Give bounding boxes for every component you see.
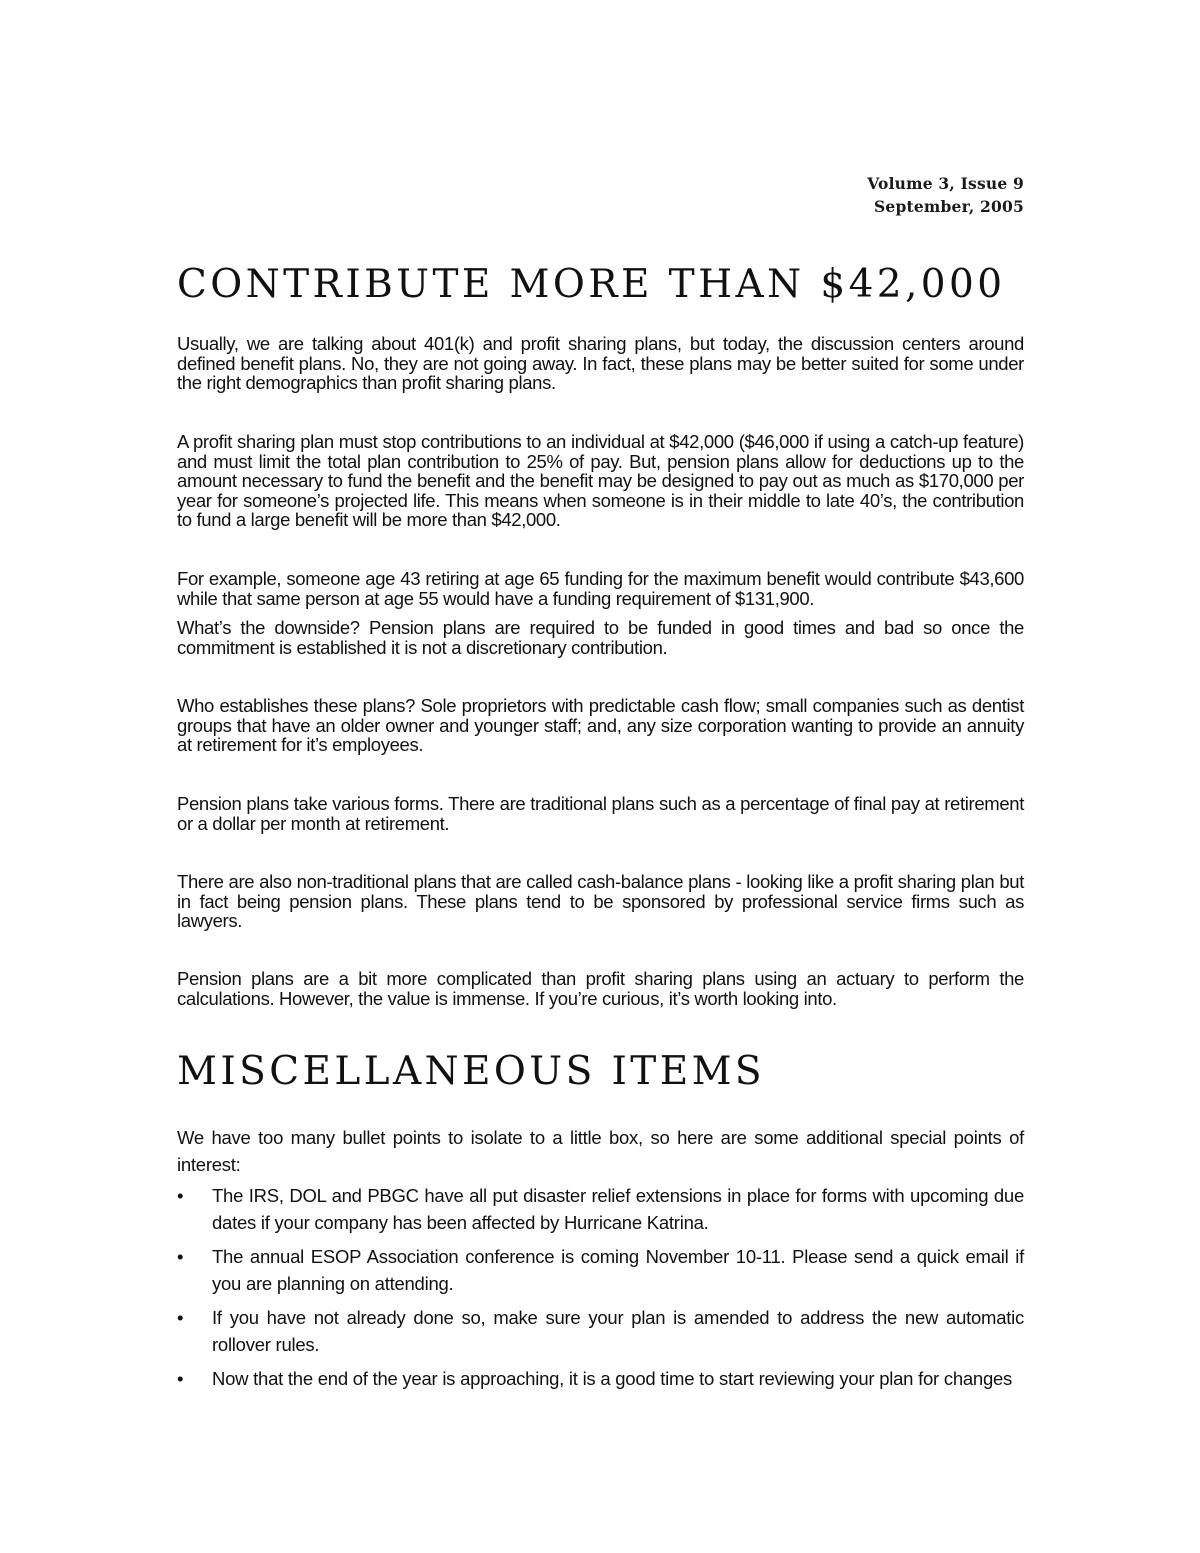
section-title-miscellaneous: MISCELLANEOUS ITEMS [177, 1049, 766, 1094]
bullet-icon: • [177, 1368, 184, 1389]
paragraph: For example, someone age 43 retiring at age 65 funding for the maximum benefit would contribute $43,600 while that same person at age 55 would have a funding requirement of $131,900. [177, 568, 1024, 609]
misc-intro: We have too many bullet points to isolate to a little box, so here are some additional special points of interest: [177, 1127, 1024, 1175]
list-item [177, 1305, 1024, 1358]
bullet-text: If you have not already done so, make sure your plan is amended to address the new automatic rollover rules. [212, 1307, 1024, 1355]
paragraph: Pension plans take various forms. There are traditional plans such as a percentage of final pay at retirement or a dollar per month at retirement. [177, 793, 1024, 834]
misc-bullet-list [177, 1183, 1024, 1401]
bullet-icon: • [177, 1185, 184, 1206]
list-item [177, 1183, 1024, 1236]
bullet-icon: • [177, 1307, 184, 1328]
paragraph: Pension plans are a bit more complicated than profit sharing plans using an actuary to perform the calculations. However, the value is immense. If you’re curious, it’s worth looking into. [177, 968, 1024, 1009]
paragraph: Who establishes these plans? Sole proprietors with predictable cash flow; small companies such as dentist groups that have an older owner and younger staff; and, any size corporation wanting to provide an annuity at retirement for it’s employees. [177, 695, 1024, 755]
bullet-icon: • [177, 1246, 184, 1267]
issue-date: September, 2005 [874, 197, 1024, 216]
bullet-text: The annual ESOP Association conference is coming November 10-11. Please send a quick email if you are planning on attending. [212, 1246, 1024, 1294]
section-title-contribute: CONTRIBUTE MORE THAN $42,000 [177, 262, 1006, 307]
list-item [177, 1366, 1024, 1393]
bullet-text: Now that the end of the year is approaching, it is a good time to start reviewing your plan for changes [212, 1368, 1013, 1389]
volume-issue: Volume 3, Issue 9 [867, 174, 1024, 193]
paragraph: There are also non-traditional plans that are called cash-balance plans - looking like a profit sharing plan but in fact being pension plans. These plans tend to be sponsored by professional service firms such as lawyers. [177, 871, 1024, 931]
list-item [177, 1244, 1024, 1297]
paragraph: What’s the downside? Pension plans are required to be funded in good times and bad so once the commitment is established it is not a discretionary contribution. [177, 617, 1024, 658]
paragraph: A profit sharing plan must stop contributions to an individual at $42,000 ($46,000 if using a catch-up feature) and must limit the total plan contribution to 25% of pay. But, pension plans allow for deductions up to the amount necessary to fund the benefit and the benefit may be designed to pay out as much as $170,000 per year for someone’s projected life. This means when someone is in their middle to late 40’s, the contribution to fund a large benefit will be more than $42,000. [177, 431, 1024, 530]
issue-info [867, 172, 1024, 218]
bullet-text: The IRS, DOL and PBGC have all put disaster relief extensions in place for forms with upcoming due dates if your company has been affected by Hurricane Katrina. [212, 1185, 1024, 1233]
paragraph: Usually, we are talking about 401(k) and profit sharing plans, but today, the discussion centers around defined benefit plans. No, they are not going away. In fact, these plans may be better suited for some under the right demographics than profit sharing plans. [177, 333, 1024, 393]
